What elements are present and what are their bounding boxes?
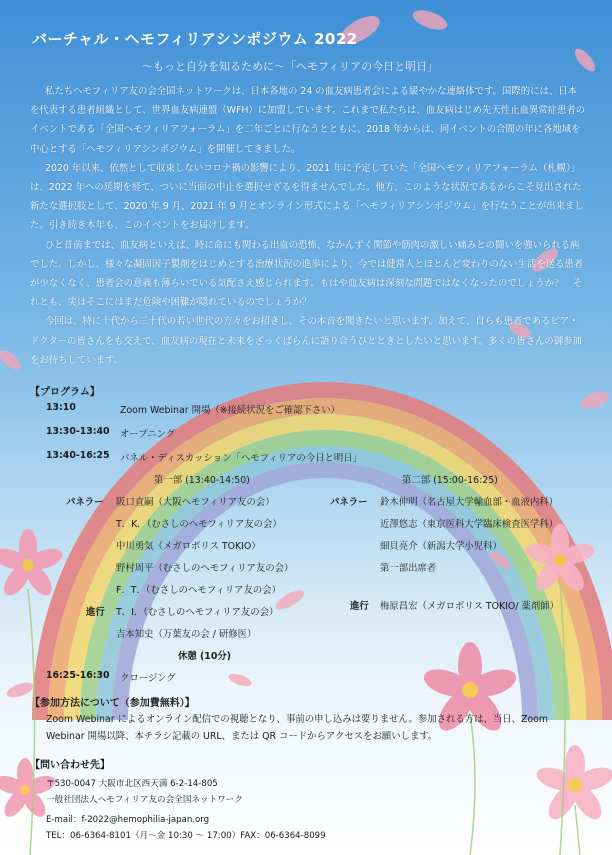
event-subtitle: 〜もっと自分を知るために〜「ヘモフィリアの今日と明日」 <box>142 60 439 73</box>
contact-phone: TEL：06-6364-8101（月〜金 10:30 〜 17:00）FAX：06-6364-8099 <box>46 831 326 841</box>
intro-paragraph: 私たちヘモフィリア友の会全国ネットワークは、日本各地の 24 の血友病患者会による緩やかな連絡体です。国際的には、日本を代表する患者組織として、世界血友病連盟（WFH）に加盟しています。これまで私たちは、血友病はじめ先天性止血異常症患者のイベントである「全国ヘモフィリアフォーラム」を二年ごとに行なうとともに、2018 年からは、同イベントの合間の年に各地域を中心とする「ヘモフィリアシンポジウム」を開催してきました。 <box>30 86 586 155</box>
contact-address: 〒530-0047 大阪市北区西天満 6-2-14-805 <box>46 779 218 789</box>
event-title: バーチャル・ヘモフィリアシンポジウム 2022 <box>32 30 358 48</box>
participation-text: Zoom Webinar によるオンライン配信での視聴となり、事前の申し込みは要りません。参加される方は、当日、Zoom Webinar 開場以降、本チラシ記載の URL、または QR コードからアクセスをお願いします。 <box>46 714 549 742</box>
part1-panelist: T．K．（むさしのヘモフィリア友の会） <box>116 519 282 530</box>
part1-panelist: 中川勇気（メガロポリス TOKIO） <box>116 541 261 552</box>
part2-host: 梅原昌宏（メガロポリス TOKIO/ 薬剤師） <box>380 601 559 612</box>
break-label: 休憩 (10分) <box>178 651 232 662</box>
intro-paragraph: ひと昔前までは、血友病といえば、時に命にも関わる出血の恐怖、なかんずく関節や筋肉の激しい痛みとの闘いを強いられる病でした。しかし、様々な凝固因子製剤をはじめとする治療状況の進歩により、今では健常人とほとんど変わりのない生活を送る患者が少なくなく、患者会の意義も薄らいでいる気配さえ感じられます。もはや血友病は深刻な問題ではなくなったのでしょうか？ それとも、実はそこにはまだ危険や困難が隠れているのでしょうか？ <box>30 239 584 309</box>
contact-heading: 【問い合わせ先】 <box>30 760 110 771</box>
part2-panelist: 近澤悠志（東京医科大学臨床検査医学科） <box>380 519 559 530</box>
part2-panel-label: パネラー <box>330 497 368 508</box>
program-time: 13:40-16:25 <box>46 450 110 461</box>
closing-time: 16:25-16:30 <box>46 670 110 681</box>
program-heading: 【プログラム】 <box>30 387 100 398</box>
program-time: 13:10 <box>46 402 76 413</box>
program-text: オープニング <box>120 429 176 440</box>
program-text: Zoom Webinar 開場（※接続状況をご確認下さい） <box>120 405 341 416</box>
intro-text <box>30 82 586 370</box>
part2-panelist: 鈴木伸明（名古屋大学輸血部・血液内科） <box>380 497 559 508</box>
part1-panel-label: パネラー <box>66 497 104 508</box>
part1-heading: 第一部 (13:40-14:50) <box>154 475 250 486</box>
intro-paragraph: 今回は、特に十代から三十代の若い世代の方々をお招きし、その本音を聞きたいと思います。加えて、自らも患者であるピア・ドクターの皆さんをも交えて、血友病の現在と未来をざっくばらんに語り合うひとときとしたいと思います。多くの皆さんの御参加をお待ちしています。 <box>30 316 582 366</box>
part2-heading: 第二部 (15:00-16:25) <box>402 475 498 486</box>
part2-panelist: 第一部出席者 <box>380 563 437 574</box>
part1-panelist: 野村周平（むさしのヘモフィリア友の会） <box>116 563 294 574</box>
part2-panelist: 細貝亮介（新潟大学小児科） <box>380 541 502 552</box>
participation-heading: 【参加方法について（参加費無料）】 <box>30 698 195 709</box>
part2-host-label: 進行 <box>350 601 369 612</box>
program-text: パネル・ディスカッション「ヘモフィリアの今日と明日」 <box>120 453 362 464</box>
part1-panelist: 阪口直嗣（大阪ヘモフィリア友の会） <box>116 497 275 508</box>
contact-email[interactable]: E-mail：f-2022@hemophilia-japan.org <box>46 815 210 825</box>
part1-host-label: 進行 <box>86 607 105 618</box>
part1-panelist: F．T．（むさしのヘモフィリア友の会） <box>116 585 282 596</box>
part1-host: 吉本知史（万葉友の会 / 研修医） <box>116 629 257 640</box>
closing-text: クロージング <box>120 673 176 684</box>
contact-organization: 一般社団法人ヘモフィリア友の会全国ネットワーク <box>46 795 243 805</box>
intro-paragraph: 2020 年以来、依然として収束しないコロナ禍の影響により、2021 年に予定していた「全国ヘモフィリアフォーラム（札幌）」は、2022 年への延期を経て、ついに当面の中止を選択せざるを得ませんでした。他方、このような状況であるからこそ見出された新たな選択肢として、2020 年 9 月、2021 年 9 月とオンライン形式による「ヘモフィリアシンポジウム」を行なうことが出来ました。引き続き本年も、このイベントをお届けします。 <box>30 162 584 232</box>
part1-host: T．I．（むさしのヘモフィリア友の会） <box>116 607 279 618</box>
program-time: 13:30-13:40 <box>46 426 110 437</box>
